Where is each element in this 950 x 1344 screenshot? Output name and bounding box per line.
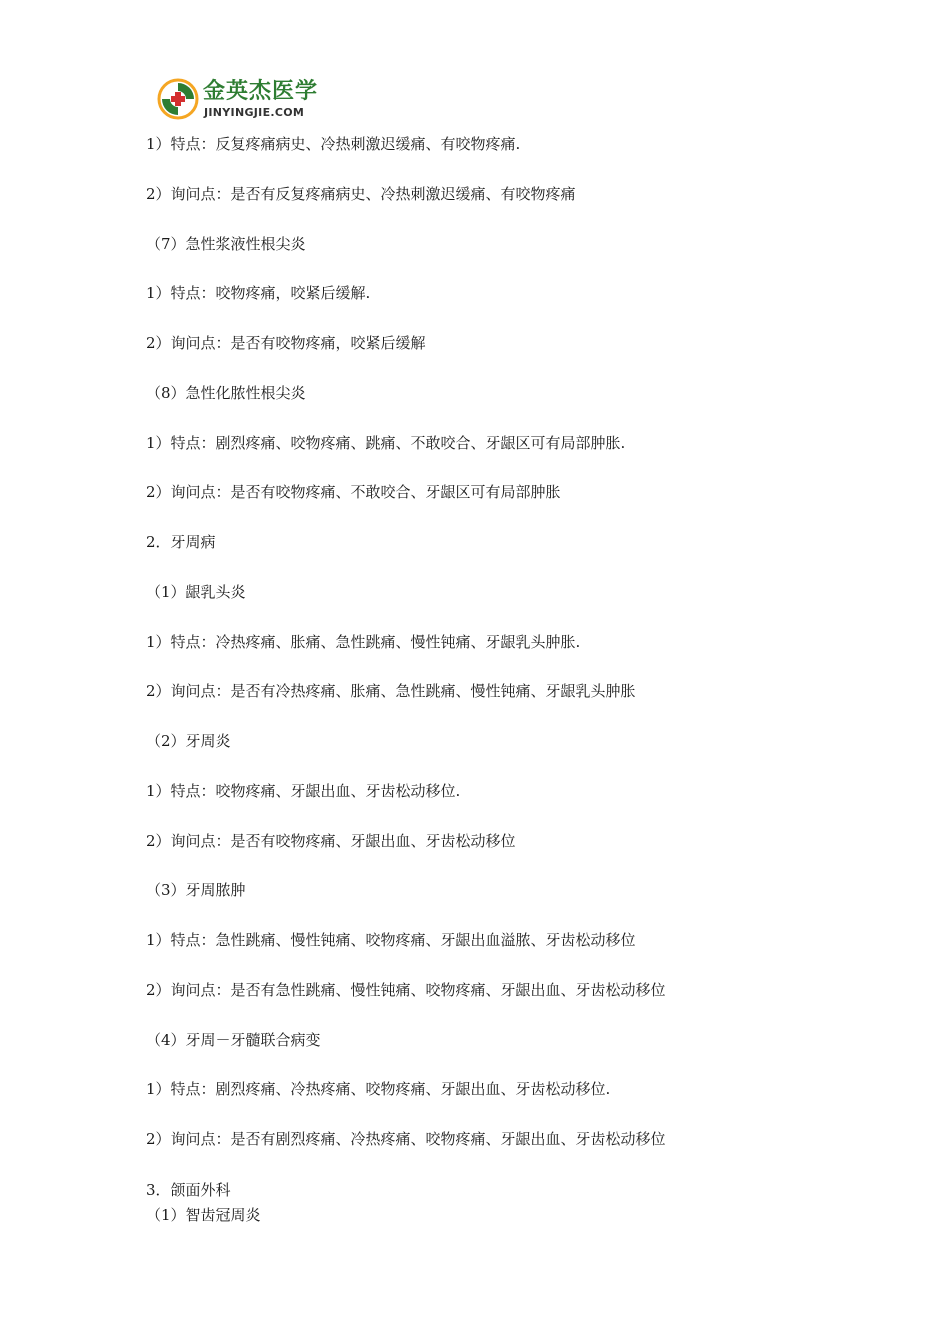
section-heading: （3）牙周脓肿 <box>146 881 246 899</box>
text-line: 1）特点：咬物疼痛，咬紧后缓解. <box>146 284 371 302</box>
jinyingjie-logo-icon <box>157 78 199 120</box>
text-line: 1）特点：咬物疼痛、牙龈出血、牙齿松动移位. <box>146 782 461 800</box>
text-line: 2）询问点：是否有咬物疼痛，咬紧后缓解 <box>146 334 426 352</box>
section-heading: （1）智齿冠周炎 <box>146 1206 261 1224</box>
section-heading: （4）牙周－牙髓联合病变 <box>146 1031 321 1049</box>
text-line: 1）特点：剧烈疼痛、冷热疼痛、咬物疼痛、牙龈出血、牙齿松动移位. <box>146 1080 611 1098</box>
text-line: 2）询问点：是否有反复疼痛病史、冷热刺激迟缓痛、有咬物疼痛 <box>146 185 576 203</box>
text-line: 2）询问点：是否有咬物疼痛、不敢咬合、牙龈区可有局部肿胀 <box>146 483 561 501</box>
text-line: 1）特点：反复疼痛病史、冷热刺激迟缓痛、有咬物疼痛. <box>146 135 521 153</box>
text-line: 1）特点：剧烈疼痛、咬物疼痛、跳痛、不敢咬合、牙龈区可有局部肿胀. <box>146 434 626 452</box>
section-heading: （7）急性浆液性根尖炎 <box>146 235 306 253</box>
section-heading: （1）龈乳头炎 <box>146 583 246 601</box>
text-line: 2）询问点：是否有咬物疼痛、牙龈出血、牙齿松动移位 <box>146 832 516 850</box>
text-line: 1）特点：冷热疼痛、胀痛、急性跳痛、慢性钝痛、牙龈乳头肿胀. <box>146 633 581 651</box>
text-line: 2）询问点：是否有冷热疼痛、胀痛、急性跳痛、慢性钝痛、牙龈乳头肿胀 <box>146 682 636 700</box>
text-line: 1）特点：急性跳痛、慢性钝痛、咬物疼痛、牙龈出血溢脓、牙齿松动移位 <box>146 931 636 949</box>
text-line: 2）询问点：是否有急性跳痛、慢性钝痛、咬物疼痛、牙龈出血、牙齿松动移位 <box>146 981 666 999</box>
text-line: 2）询问点：是否有剧烈疼痛、冷热疼痛、咬物疼痛、牙龈出血、牙齿松动移位 <box>146 1130 666 1148</box>
logo-english-text: JINYINGJIE.COM <box>204 106 305 119</box>
chapter-heading: 3．颌面外科 <box>146 1181 231 1199</box>
site-logo <box>157 78 322 122</box>
section-heading: （2）牙周炎 <box>146 732 231 750</box>
logo-chinese-text: 金英杰医学 <box>203 79 319 104</box>
chapter-heading: 2．牙周病 <box>146 533 216 551</box>
section-heading: （8）急性化脓性根尖炎 <box>146 384 306 402</box>
